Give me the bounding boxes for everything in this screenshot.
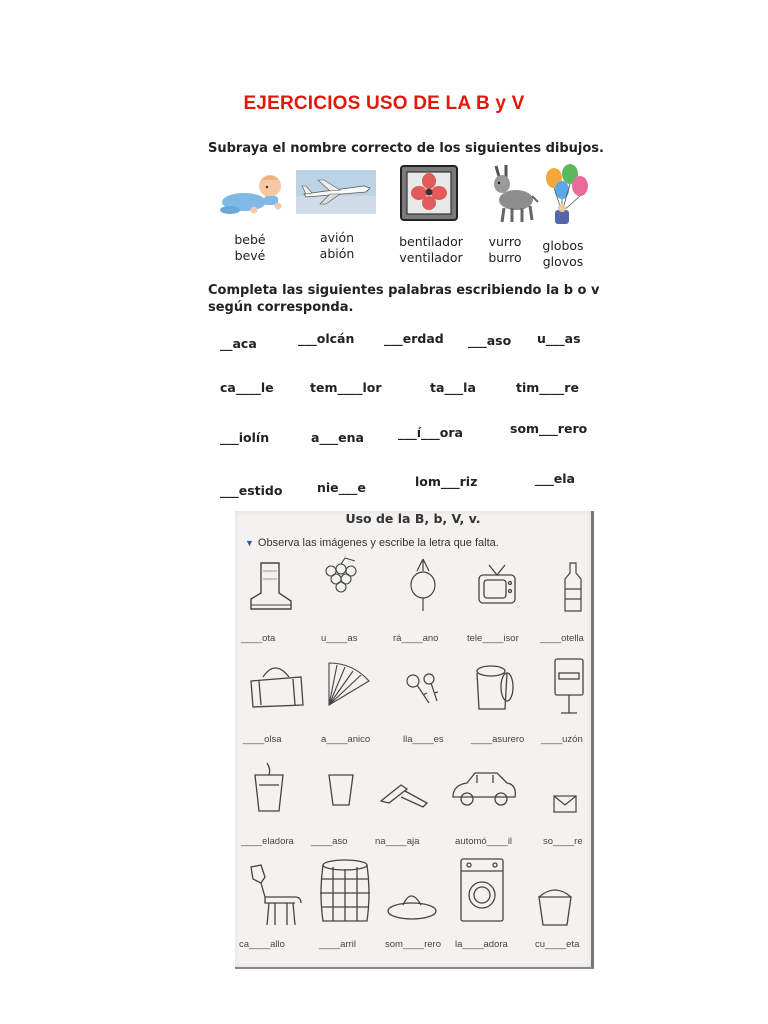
grapes-icon xyxy=(319,557,365,603)
worksheet-label: cu____eta xyxy=(535,939,580,950)
word-blank: ___iolín xyxy=(220,430,270,445)
worksheet-label: ____asurero xyxy=(471,734,525,745)
word-blank: tim____re xyxy=(516,380,579,395)
bottle-icon xyxy=(561,561,585,615)
horse-icon xyxy=(243,863,305,929)
worksheet-label: lla____es xyxy=(403,734,444,745)
car-icon xyxy=(449,769,519,809)
options-5 xyxy=(518,238,608,270)
worksheet-label: ____olsa xyxy=(243,734,282,745)
washing-machine-icon xyxy=(457,857,507,925)
mailbox-icon xyxy=(553,657,585,717)
barrel-icon xyxy=(319,859,371,927)
fan-icon xyxy=(398,164,460,222)
trash-can-icon xyxy=(473,661,517,715)
option-text: ventilador xyxy=(399,250,463,265)
option-text: bentilador xyxy=(399,234,463,249)
word-blank: lom___riz xyxy=(415,474,478,489)
word-blank: ca____le xyxy=(220,380,274,395)
hand-fan-icon xyxy=(323,659,373,711)
worksheet-label: ca____allo xyxy=(239,939,285,950)
worksheet-label: u____as xyxy=(321,633,358,644)
worksheet-label: rá____ano xyxy=(393,633,439,644)
options-1 xyxy=(205,232,295,264)
cup-icon xyxy=(327,773,355,809)
word-blank: u___as xyxy=(537,331,581,346)
handbag-icon xyxy=(245,659,307,711)
worksheet-label: so____re xyxy=(543,836,583,847)
worksheet-label: automó____il xyxy=(455,836,513,847)
triangle-bullet-icon: ▼ xyxy=(245,538,254,548)
airplane-icon xyxy=(296,166,376,218)
instruction-line: Completa las siguientes palabras escribiendo la b o v xyxy=(208,283,600,298)
word-blank: a___ena xyxy=(311,430,364,445)
glass-icon xyxy=(251,761,287,815)
option-text: burro xyxy=(488,250,522,265)
worksheet-label: ____arril xyxy=(319,939,356,950)
donkey-icon xyxy=(482,162,540,224)
option-text: avión xyxy=(319,230,355,245)
worksheet-label: ____aso xyxy=(311,836,348,847)
word-blank: ___erdad xyxy=(384,331,444,346)
television-icon xyxy=(475,561,519,611)
options-2 xyxy=(292,230,382,262)
word-blank: ___ela xyxy=(535,471,575,486)
option-text: bebé xyxy=(234,232,266,247)
option-text: abión xyxy=(319,246,355,261)
word-blank: ___í___ora xyxy=(398,425,463,440)
worksheet-label: ____ota xyxy=(241,633,276,644)
baby-icon xyxy=(216,166,296,218)
envelope-icon xyxy=(553,795,577,813)
word-blank: __aca xyxy=(220,336,257,351)
word-blank: tem____lor xyxy=(310,380,382,395)
sombrero-icon xyxy=(385,887,439,925)
boot-icon xyxy=(245,559,295,615)
worksheet-title: Uso de la B, b, V, v. xyxy=(345,511,481,526)
scanned-worksheet xyxy=(235,511,594,969)
option-text: bevé xyxy=(234,248,266,263)
option-text: vurro xyxy=(488,234,522,249)
worksheet-label: ____eladora xyxy=(241,836,294,847)
worksheet-label: ____otella xyxy=(540,633,584,644)
word-blank: ___aso xyxy=(468,333,512,348)
worksheet-instruction xyxy=(245,537,499,549)
option-text: globos xyxy=(542,238,584,253)
worksheet-label: som____rero xyxy=(385,939,441,950)
pocket-knife-icon xyxy=(377,779,431,809)
radish-icon xyxy=(403,557,443,613)
worksheet-label: la____adora xyxy=(455,939,508,950)
section1-instruction: Subraya el nombre correcto de los siguientes dibujos. xyxy=(208,141,604,156)
worksheet-instruction-text: Observa las imágenes y escribe la letra que falta. xyxy=(257,537,499,549)
keys-icon xyxy=(403,671,443,709)
worksheet-label: ____uzón xyxy=(541,734,583,745)
word-blank: nie___e xyxy=(317,480,366,495)
word-blank: som___rero xyxy=(510,421,588,436)
worksheet-label: tele____isor xyxy=(467,633,519,644)
word-blank: ___estido xyxy=(220,483,283,498)
balloons-icon xyxy=(540,164,590,228)
word-blank: ta___la xyxy=(430,380,476,395)
section2-instruction xyxy=(208,282,599,316)
worksheet-label: na____aja xyxy=(375,836,420,847)
bucket-icon xyxy=(535,887,575,927)
option-text: glovos xyxy=(542,254,584,269)
page-title: EJERCICIOS USO DE LA B y V xyxy=(243,93,525,114)
worksheet-label: a____anico xyxy=(321,734,371,745)
word-blank: ___olcán xyxy=(298,331,355,346)
instruction-line: según corresponda. xyxy=(208,300,354,315)
